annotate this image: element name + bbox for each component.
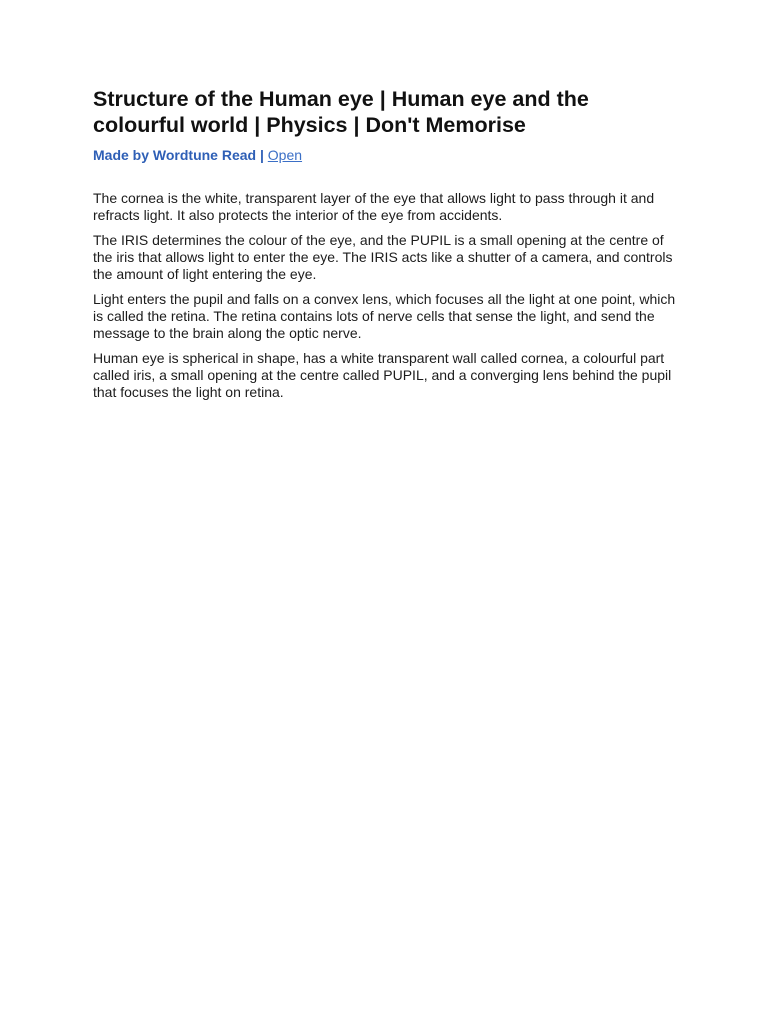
paragraph-retina: Light enters the pupil and falls on a convex lens, which focuses all the light at one point, which is called the retina. The retina contains lots of nerve cells that sense the light, and send the message to the brain along the optic nerve. <box>93 291 676 341</box>
byline-made-by: Made by Wordtune Read | <box>93 147 264 163</box>
byline <box>93 146 678 164</box>
page-title: Structure of the Human eye | Human eye and the colourful world | Physics | Don't Memorise <box>93 87 589 137</box>
document-page <box>93 86 678 409</box>
paragraph-cornea: The cornea is the white, transparent layer of the eye that allows light to pass through it and refracts light. It also protects the interior of the eye from accidents. <box>93 190 655 223</box>
paragraph-summary: Human eye is spherical in shape, has a white transparent wall called cornea, a colourful part called iris, a small opening at the centre called PUPIL, and a converging lens behind the pupil that focuses the light on retina. <box>93 350 672 400</box>
open-link[interactable]: Open <box>267 147 303 163</box>
paragraph-iris: The IRIS determines the colour of the eye, and the PUPIL is a small opening at the centre of the iris that allows light to enter the eye. The IRIS acts like a shutter of a camera, and controls the amount of light entering the eye. <box>93 232 673 282</box>
article-body <box>93 190 678 401</box>
